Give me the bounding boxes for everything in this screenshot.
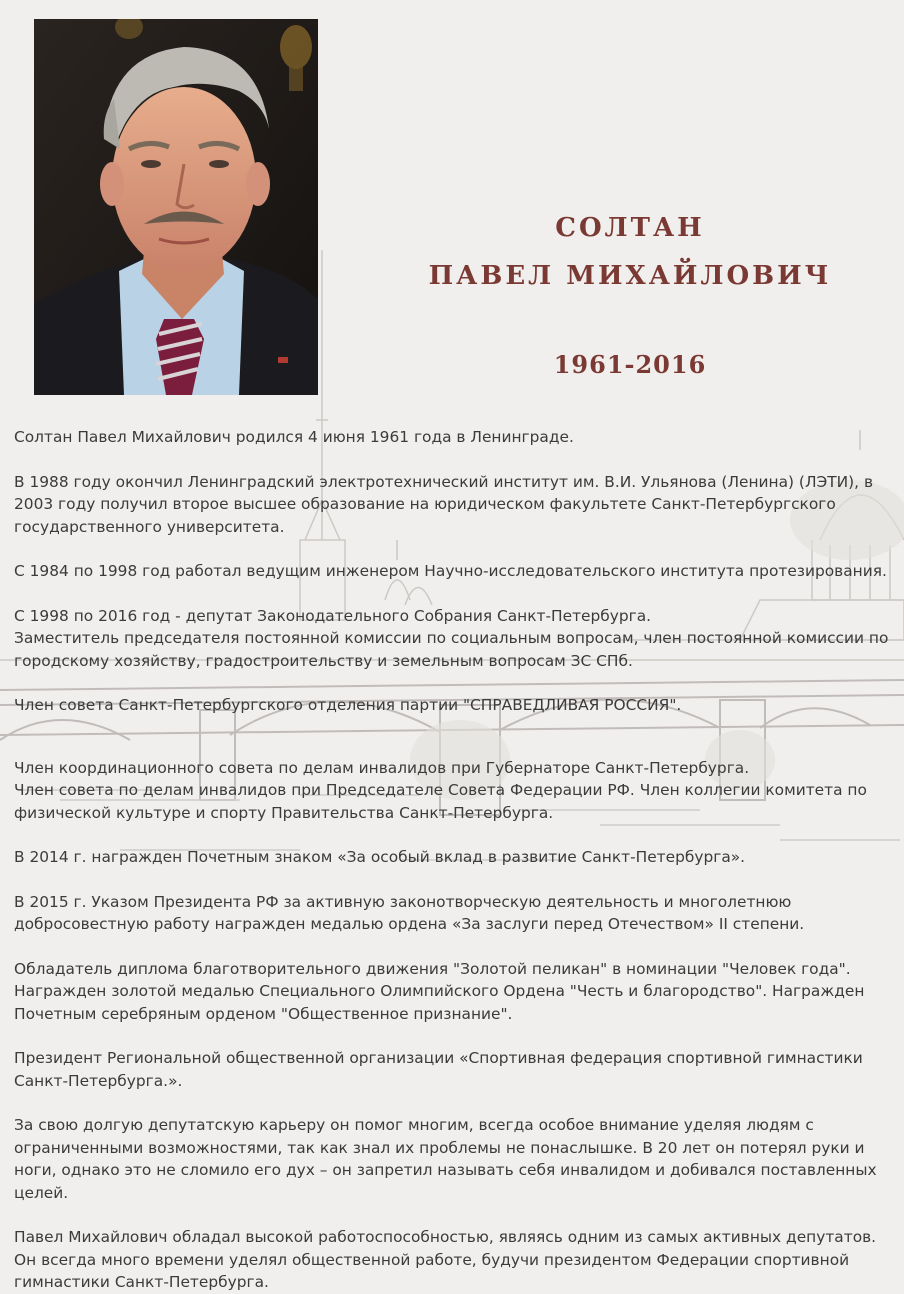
paragraph-spacer (14, 538, 898, 560)
biography-paragraph: Президент Региональной общественной организации «Спортивная федерация спортивной гимнастики Санкт-Петербурга.». (14, 1049, 863, 1090)
biography-paragraph: С 1984 по 1998 год работал ведущим инженером Научно-исследовательского института протезирования. (14, 562, 887, 580)
paragraph-spacer (14, 869, 898, 891)
surname-heading: СОЛТАН (555, 213, 705, 243)
biography-paragraph: С 1998 по 2016 год - депутат Законодательного Собрания Санкт-Петербурга. (14, 606, 652, 625)
biography-paragraph: Член координационного совета по делам инвалидов при Губернаторе Санкт-Петербурга. (14, 758, 750, 777)
name-heading: ПАВЕЛ МИХАЙЛОВИЧ (428, 261, 832, 291)
portrait-photo (34, 19, 318, 395)
paragraph-spacer (14, 1204, 898, 1226)
biography-text (14, 426, 898, 1294)
biography-paragraph: Заместитель председателя постоянной комиссии по социальным вопросам, член постоянной комиссии по городскому хозяйству, градостроительству и земельным вопросам ЗС СПб. (14, 629, 889, 670)
biography-paragraph: Павел Михайлович обладал высокой работоспособностью, являясь одним из самых активных депутатов. Он всегда много времени уделял общественной работе, будучи президентом Федерации спортивной гимнастики Санкт-Петербурга. (14, 1228, 877, 1291)
title-block (360, 208, 900, 380)
paragraph-spacer (14, 936, 898, 958)
paragraph-spacer (14, 824, 898, 846)
biography-paragraph: В 2015 г. Указом Президента РФ за активную законотворческую деятельность и многолетнюю добросовестную работу награжден медалью ордена «За заслуги перед Отечеством» II степени. (14, 892, 805, 933)
portrait-illustration (34, 19, 318, 395)
paragraph-spacer (14, 583, 898, 605)
biography-paragraph: За свою долгую депутатскую карьеру он помог многим, всегда особое внимание уделяя людям с ограниченными возможностями, так как знал их проблемы не понаслышке. В 20 лет он потерял руки и ноги, однако это не сломило его дух – он запретил называть себя инвалидом и добивался поставленных целей. (14, 1116, 877, 1202)
biography-paragraph: Член совета Санкт-Петербургского отделения партии "СПРАВЕДЛИВАЯ РОССИЯ". (14, 696, 682, 714)
paragraph-spacer (14, 1025, 898, 1047)
life-years: 1961-2016 (553, 350, 707, 379)
biography-paragraph: В 1988 году окончил Ленинградский электротехнический институт им. В.И. Ульянова (Ленина) (ЛЭТИ), в 2003 году получил второе высшее образование на юридическом факультете Санкт-Петербургского государственного университета. (14, 472, 874, 536)
biography-paragraph: Солтан Павел Михайлович родился 4 июня 1961 года в Ленинграде. (14, 428, 574, 446)
paragraph-spacer (14, 672, 898, 694)
biography-paragraph: В 2014 г. награжден Почетным знаком «За особый вклад в развитие Санкт-Петербурга». (14, 848, 746, 866)
paragraph-spacer (14, 717, 898, 757)
paragraph-spacer (14, 1092, 898, 1114)
biography-paragraph: Член совета по делам инвалидов при Председателе Совета Федерации РФ. Член коллегии комитета по физической культуре и спорту Правительства Санкт-Петербурга. (14, 781, 867, 822)
biography-paragraph: Обладатель диплома благотворительного движения "Золотой пеликан" в номинации "Человек года". Награжден золотой медалью Специального Олимпийского Ордена "Честь и благородство". Награжден Почетным серебряным орденом "Общественное признание". (14, 959, 865, 1023)
paragraph-spacer (14, 449, 898, 471)
